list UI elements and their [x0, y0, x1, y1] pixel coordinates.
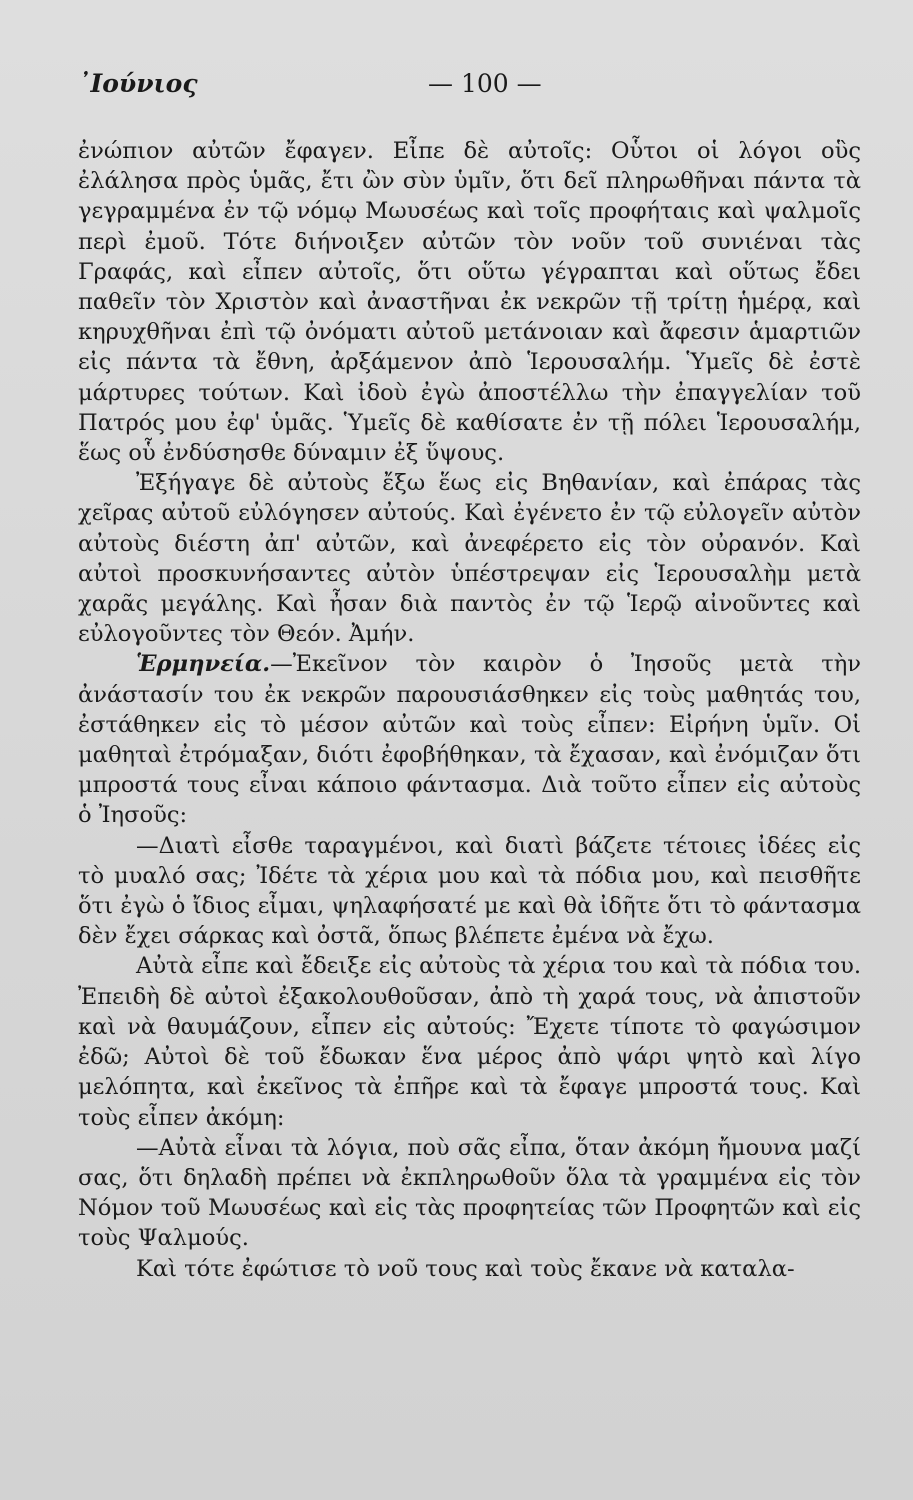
paragraph-ascension: Ἐξήγαγε δὲ αὐτοὺς ἔξω ἕως εἰς Βηθανίαν, καὶ ἐπάρας τὰς χεῖρας αὐτοῦ εὐλόγησεν αὐτούς. Καὶ ἐγένετο ἐν τῷ εὐλογεῖν αὐτὸν αὐτοὺς διέστη ἀπ' αὐτῶν, καὶ ἀνεφέρετο εἰς τὸν οὐρανόν. Καὶ αὐτοὶ προσκυνήσαντες αὐτὸν ὑπέστρεψαν εἰς Ἱερουσαλὴμ μετὰ χαρᾶς μεγάλης. Καὶ ἦσαν διὰ παντὸς ἐν τῷ Ἱερῷ αἰνοῦντες καὶ εὐλογοῦντες τὸν Θεόν. Ἀμήν.: [78, 470, 861, 648]
paragraph-scripture-continued: ἐνώπιον αὐτῶν ἔφαγεν. Εἶπε δὲ αὐτοῖς: Οὗτοι οἱ λόγοι οὓς ἐλάλησα πρὸς ὑμᾶς, ἔτι ὢν σὺν ὑμῖν, ὅτι δεῖ πληρωθῆναι πάντα τὰ γεγραμμένα ἐν τῷ νόμῳ Μωυσέως καὶ τοῖς προφήταις καὶ ψαλμοῖς περὶ ἐμοῦ. Τότε διήνοιξεν αὐτῶν τὸν νοῦν τοῦ συνιέναι τὰς Γραφάς, καὶ εἶπεν αὐτοῖς, ὅτι οὕτω γέγραπται καὶ οὕτως ἔδει παθεῖν τὸν Χριστὸν καὶ ἀναστῆναι ἐκ νεκρῶν τῇ τρίτῃ ἡμέρᾳ, καὶ κηρυχθῆναι ἐπὶ τῷ ὀνόματι αὐτοῦ μετάνοιαν καὶ ἄφεσιν ἁμαρτιῶν εἰς πάντα τὰ ἔθνη, ἀρξάμενον ἀπὸ Ἱερουσαλήμ. Ὑμεῖς δὲ ἐστὲ μάρτυρες τούτων. Καὶ ἰδοὺ ἐγὼ ἀποστέλλω τὴν ἐπαγγελίαν τοῦ Πατρός μου ἐφ' ὑμᾶς. Ὑμεῖς δὲ καθίσατε ἐν τῇ πόλει Ἱερουσαλήμ, ἕως οὗ ἐνδύσησθε δύναμιν ἐξ ὕψους.: [78, 138, 861, 467]
page-number: — 100 —: [428, 69, 542, 98]
paragraph-interpretation: [78, 649, 861, 830]
paragraph-why-troubled: —Διατὶ εἶσθε ταραγμένοι, καὶ διατὶ βάζετε τέτοιες ἰδέες εἰς τὸ μυαλό σας; Ἰδέτε τὰ χέρια μου καὶ τὰ πόδια μου, καὶ πεισθῆτε ὅτι ἐγὼ ὁ ἴδιος εἶμαι, ψηλαφήσατέ με καὶ θὰ ἰδῆτε ὅτι τὸ φάντασμα δὲν ἔχει σάρκας καὶ ὀστᾶ, ὅπως βλέπετε ἐμένα νὰ ἔχω.: [78, 832, 861, 950]
interpretation-text: —Ἐκεῖνον τὸν καιρὸν ὁ Ἰησοῦς μετὰ τὴν ἀνάστασίν του ἐκ νεκρῶν παρουσιάσθηκεν εἰς τοὺς μαθητάς του, ἐστάθηκεν εἰς τὸ μέσον αὐτῶν καὶ τοὺς εἶπεν: Εἰρήνη ὑμῖν. Οἱ μαθηταὶ ἐτρόμαξαν, διότι ἐφοβήθηκαν, τὰ ἔχασαν, καὶ ἐνόμιζαν ὅτι μπροστά τους εἶναι κάποιο φάντασμα. Διὰ τοῦτο εἶπεν εἰς αὐτοὺς ὁ Ἰησοῦς:: [78, 651, 861, 829]
paragraph-showed-hands: Αὐτὰ εἶπε καὶ ἔδειξε εἰς αὐτοὺς τὰ χέρια του καὶ τὰ πόδια του. Ἐπειδὴ δὲ αὐτοὶ ἐξακολουθοῦσαν, ἀπὸ τὴ χαρά τους, νὰ ἀπιστοῦν καὶ νὰ θαυμάζουν, εἶπεν εἰς αὐτούς: Ἔχετε τίποτε τὸ φαγώσιμον ἐδῶ; Αὐτοὶ δὲ τοῦ ἔδωκαν ἕνα μέρος ἀπὸ ψάρι ψητὸ καὶ λίγο μελόπητα, καὶ ἐκεῖνος τὰ ἐπῆρε καὶ τὰ ἔφαγε μπροστά τους. Καὶ τοὺς εἶπεν ἀκόμη:: [78, 953, 861, 1131]
running-head: [78, 62, 861, 106]
interpretation-label: Ἑρμηνεία.: [136, 651, 271, 678]
body-text: [78, 136, 861, 1284]
running-title: ᾿Ιούνιος: [78, 69, 198, 98]
paragraph-opened-mind: Καὶ τότε ἐφώτισε τὸ νοῦ τους καὶ τοὺς ἔκανε νὰ καταλα-: [136, 1255, 795, 1282]
paragraph-these-are-words: —Αὐτὰ εἶναι τὰ λόγια, ποὺ σᾶς εἶπα, ὅταν ἀκόμη ἤμουνα μαζί σας, ὅτι δηλαδὴ πρέπει νὰ ἐκπληρωθοῦν ὅλα τὰ γραμμένα εἰς τὸν Νόμον τοῦ Μωυσέως καὶ εἰς τὰς προφητείας τῶν Προφητῶν καὶ εἰς τοὺς Ψαλμούς.: [78, 1134, 861, 1252]
